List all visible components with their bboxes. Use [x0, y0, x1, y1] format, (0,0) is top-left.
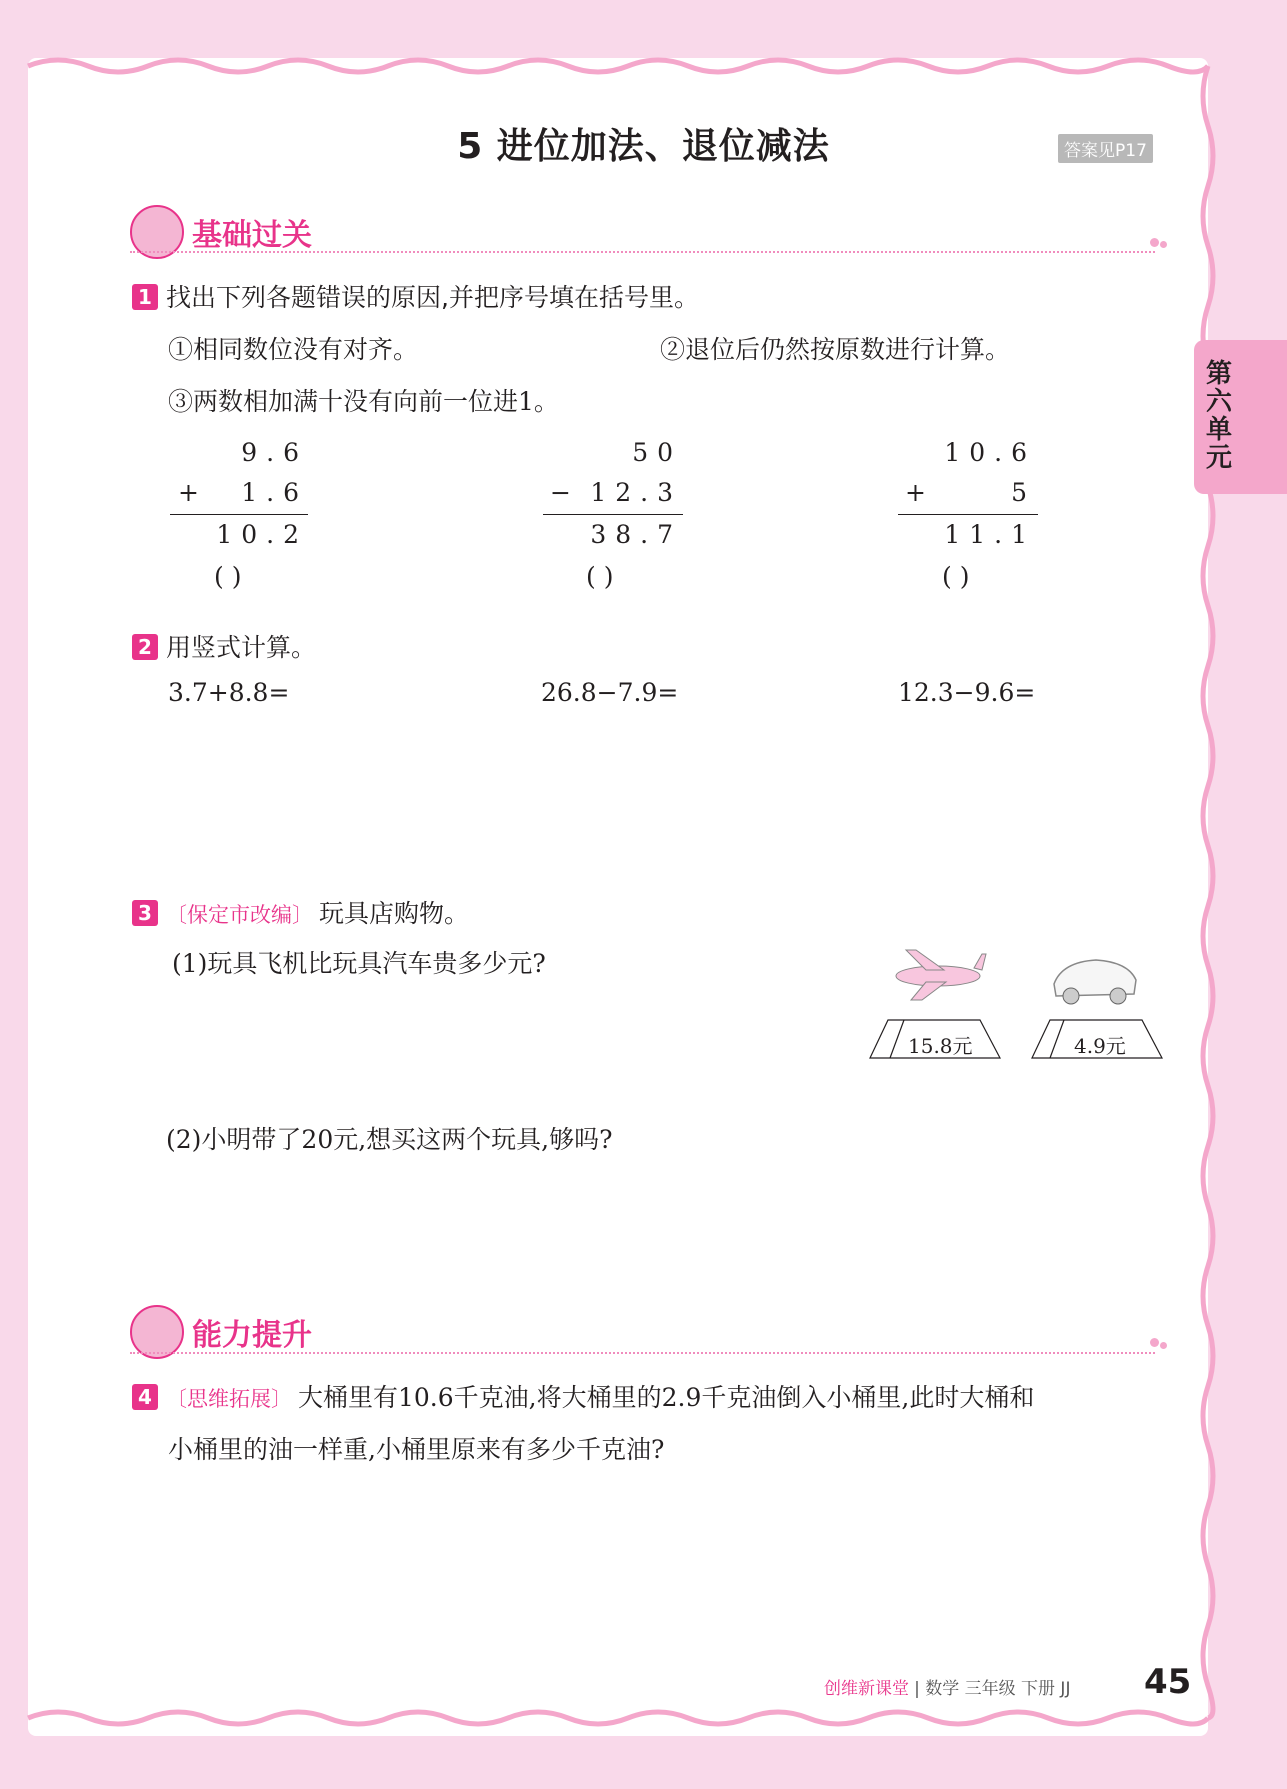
- question-1: [132, 278, 699, 314]
- sub-question-1: (1)玩具飞机比玩具汽车贵多少元?: [172, 949, 546, 978]
- vertical-line1: 9.6: [241, 438, 308, 467]
- section-divider: [130, 1352, 1155, 1354]
- toy-car-icon: [1054, 960, 1136, 1004]
- vertical-line2: 1.6: [241, 478, 308, 507]
- footer-brand: 创维新课堂: [824, 1679, 909, 1699]
- section-heading-basic: 基础过关: [192, 218, 312, 253]
- sub-question-2: (2)小明带了20元,想买这两个玩具,够吗?: [166, 1125, 613, 1154]
- section-avatar-icon: [130, 1305, 184, 1359]
- footer: [824, 1674, 1070, 1699]
- question-prompt: 玩具店购物。: [319, 899, 470, 928]
- footer-book-info: | 数学 三年级 下册 JJ: [914, 1679, 1071, 1699]
- vertical-line2: 12.3: [590, 478, 682, 507]
- vertical-result: 10.2: [216, 520, 308, 549]
- question-number: 1: [132, 284, 158, 310]
- question-number: 3: [132, 900, 158, 926]
- reason-2: ②退位后仍然按原数进行计算。: [660, 335, 1011, 364]
- question-tag: 〔保定市改编〕: [166, 903, 313, 927]
- vertical-line1: 50: [632, 438, 682, 467]
- vertical-operator: +: [905, 478, 926, 507]
- page-title: 5 进位加法、退位减法: [457, 126, 830, 167]
- divider-dot-icon: [1160, 241, 1167, 248]
- vertical-operator: +: [178, 478, 199, 507]
- divider-dot-icon: [1150, 238, 1159, 247]
- answer-reference-badge: 答案见P17: [1058, 134, 1153, 163]
- vertical-rule: [898, 514, 1038, 515]
- toy-plane-icon: [896, 950, 986, 1000]
- page-number: 45: [1144, 1662, 1192, 1702]
- question-number: 2: [132, 634, 158, 660]
- question-prompt: 找出下列各题错误的原因,并把序号填在括号里。: [166, 283, 699, 312]
- car-price: 4.9元: [1074, 1034, 1126, 1058]
- vertical-rule: [543, 514, 683, 515]
- vertical-line2: 5: [1011, 478, 1036, 507]
- question-tag: 〔思维拓展〕: [166, 1387, 292, 1411]
- divider-dot-icon: [1150, 1338, 1159, 1347]
- divider-dot-icon: [1160, 1342, 1167, 1349]
- unit-tab-label: 第六单元: [1205, 359, 1232, 473]
- reason-1: ①相同数位没有对齐。: [168, 335, 419, 364]
- vertical-rule: [170, 514, 308, 515]
- expression: 26.8−7.9=: [541, 678, 679, 707]
- question-prompt: 用竖式计算。: [166, 633, 317, 662]
- vertical-result: 11.1: [944, 520, 1036, 549]
- question-text-line2: 小桶里的油一样重,小桶里原来有多少千克油?: [168, 1435, 665, 1464]
- vertical-operator: −: [550, 478, 571, 507]
- answer-blank[interactable]: ( ): [586, 562, 614, 591]
- question-2: [132, 628, 316, 664]
- expression: 3.7+8.8=: [168, 678, 290, 707]
- answer-blank[interactable]: ( ): [942, 562, 970, 591]
- question-number: 4: [132, 1384, 158, 1410]
- question-text-line1: 大桶里有10.6千克油,将大桶里的2.9千克油倒入小桶里,此时大桶和: [298, 1383, 1035, 1412]
- reason-3: ③两数相加满十没有向前一位进1。: [168, 387, 559, 416]
- plane-price: 15.8元: [908, 1034, 973, 1058]
- vertical-line1: 10.6: [944, 438, 1036, 467]
- question-4: [132, 1378, 1034, 1414]
- answer-blank[interactable]: ( ): [214, 562, 242, 591]
- vertical-result: 38.7: [590, 520, 682, 549]
- section-divider: [130, 251, 1155, 253]
- expression: 12.3−9.6=: [898, 678, 1036, 707]
- question-3: [132, 894, 469, 930]
- section-heading-advanced: 能力提升: [192, 1318, 312, 1353]
